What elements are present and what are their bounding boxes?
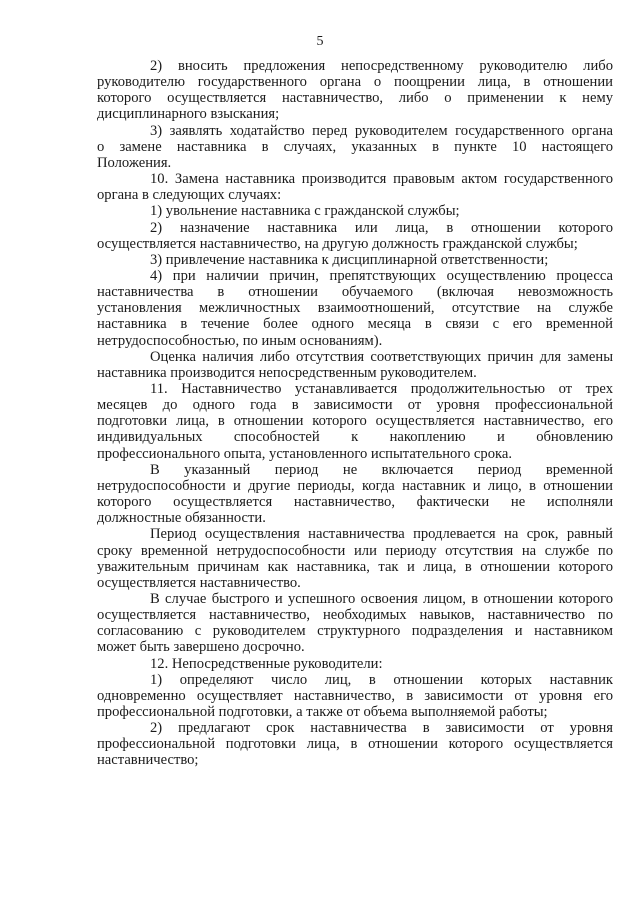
text-line: 1) увольнение наставника с гражданской службы; bbox=[150, 203, 460, 220]
text-line: сроку временной нетрудоспособности или периоду отсутствия на службе по bbox=[97, 542, 613, 559]
text-line: должностные обязанности. bbox=[97, 510, 266, 527]
text-line: наставника производится непосредственным руководителем. bbox=[97, 364, 477, 381]
text-line: осуществляется наставничество, необходимых навыков, наставничество по bbox=[97, 607, 613, 624]
text-line: 3) привлечение наставника к дисциплинарной ответственности; bbox=[150, 251, 549, 268]
text-line: наставничество; bbox=[97, 752, 199, 769]
text-line: нетрудоспособностью, по иным основаниям). bbox=[97, 332, 383, 349]
text-line: 10. Замена наставника производится правовым актом государственного bbox=[150, 171, 613, 188]
text-line: Оценка наличия либо отсутствия соответствующих причин для замены bbox=[150, 348, 613, 365]
text-line: уважительным причинам как наставника, так и лица, в отношении которого bbox=[97, 558, 613, 575]
text-line: 2) назначение наставника или лица, в отношении которого bbox=[150, 219, 613, 236]
text-line: 11. Наставничество устанавливается продолжительностью от трех bbox=[150, 381, 613, 397]
text-line: профессиональной подготовки, а также от объема выполняемой работы; bbox=[97, 704, 548, 720]
text-line: В указанный период не включается период временной bbox=[150, 461, 613, 478]
text-line: которого осуществляется наставничество, либо о применении к нему bbox=[97, 90, 613, 107]
text-line: профессионального опыта, установленного испытательного срока. bbox=[97, 445, 512, 462]
text-line: наставничества в отношении обучаемого (включая невозможность bbox=[97, 284, 613, 301]
text-line: подготовки лица, в отношении которого осуществляется наставничество, его bbox=[97, 413, 613, 430]
text-line: индивидуальных способностей к накоплению и обновлению bbox=[97, 429, 613, 446]
text-line: руководителю государственного органа о поощрении лица, в отношении bbox=[97, 74, 613, 91]
text-line: 2) вносить предложения непосредственному руководителю либо bbox=[150, 58, 613, 74]
text-line: профессиональной подготовки лица, в отношении которого осуществляется bbox=[97, 736, 613, 753]
text-line: наставника в течение более одного месяца в связи с его временной bbox=[97, 316, 613, 333]
text-line: 3) заявлять ходатайство перед руководителем государственного органа bbox=[150, 122, 613, 139]
page-number: 5 bbox=[316, 34, 324, 49]
text-line: дисциплинарного взыскания; bbox=[97, 106, 280, 123]
text-line: осуществляется наставничество, на другую должность гражданской службы; bbox=[97, 235, 578, 252]
text-line: нетрудоспособности и другие периоды, когда наставник и лицо, в отношении bbox=[97, 477, 613, 494]
text-line: установления межличностных взаимоотношений, отсутствие на службе bbox=[97, 300, 613, 317]
text-line: Положения. bbox=[97, 154, 172, 171]
text-line: 4) при наличии причин, препятствующих осуществлению процесса bbox=[150, 267, 613, 284]
text-line: В случае быстрого и успешного освоения лицом, в отношении которого bbox=[150, 590, 613, 607]
text-line: органа в следующих случаях: bbox=[97, 187, 282, 204]
text-line: может быть завершено досрочно. bbox=[97, 639, 305, 656]
text-line: Период осуществления наставничества продлевается на срок, равный bbox=[150, 526, 613, 543]
text-line: согласованию с руководителем структурного подразделения и наставником bbox=[97, 623, 613, 640]
text-line: 12. Непосредственные руководители: bbox=[150, 655, 383, 672]
text-line: 1) определяют число лиц, в отношении которых наставник bbox=[150, 671, 613, 688]
text-line: осуществляется наставничество. bbox=[97, 574, 301, 591]
text-line: 2) предлагают срок наставничества в зависимости от уровня bbox=[150, 720, 613, 737]
text-line: одновременно осуществляет наставничество, в зависимости от уровня его bbox=[97, 687, 613, 704]
text-line: месяцев до одного года в зависимости от уровня профессиональной bbox=[97, 397, 613, 414]
text-line: о замене наставника в случаях, указанных в пункте 10 настоящего bbox=[97, 138, 613, 155]
text-line: которого осуществляется наставничество, фактически не исполняли bbox=[97, 494, 613, 511]
